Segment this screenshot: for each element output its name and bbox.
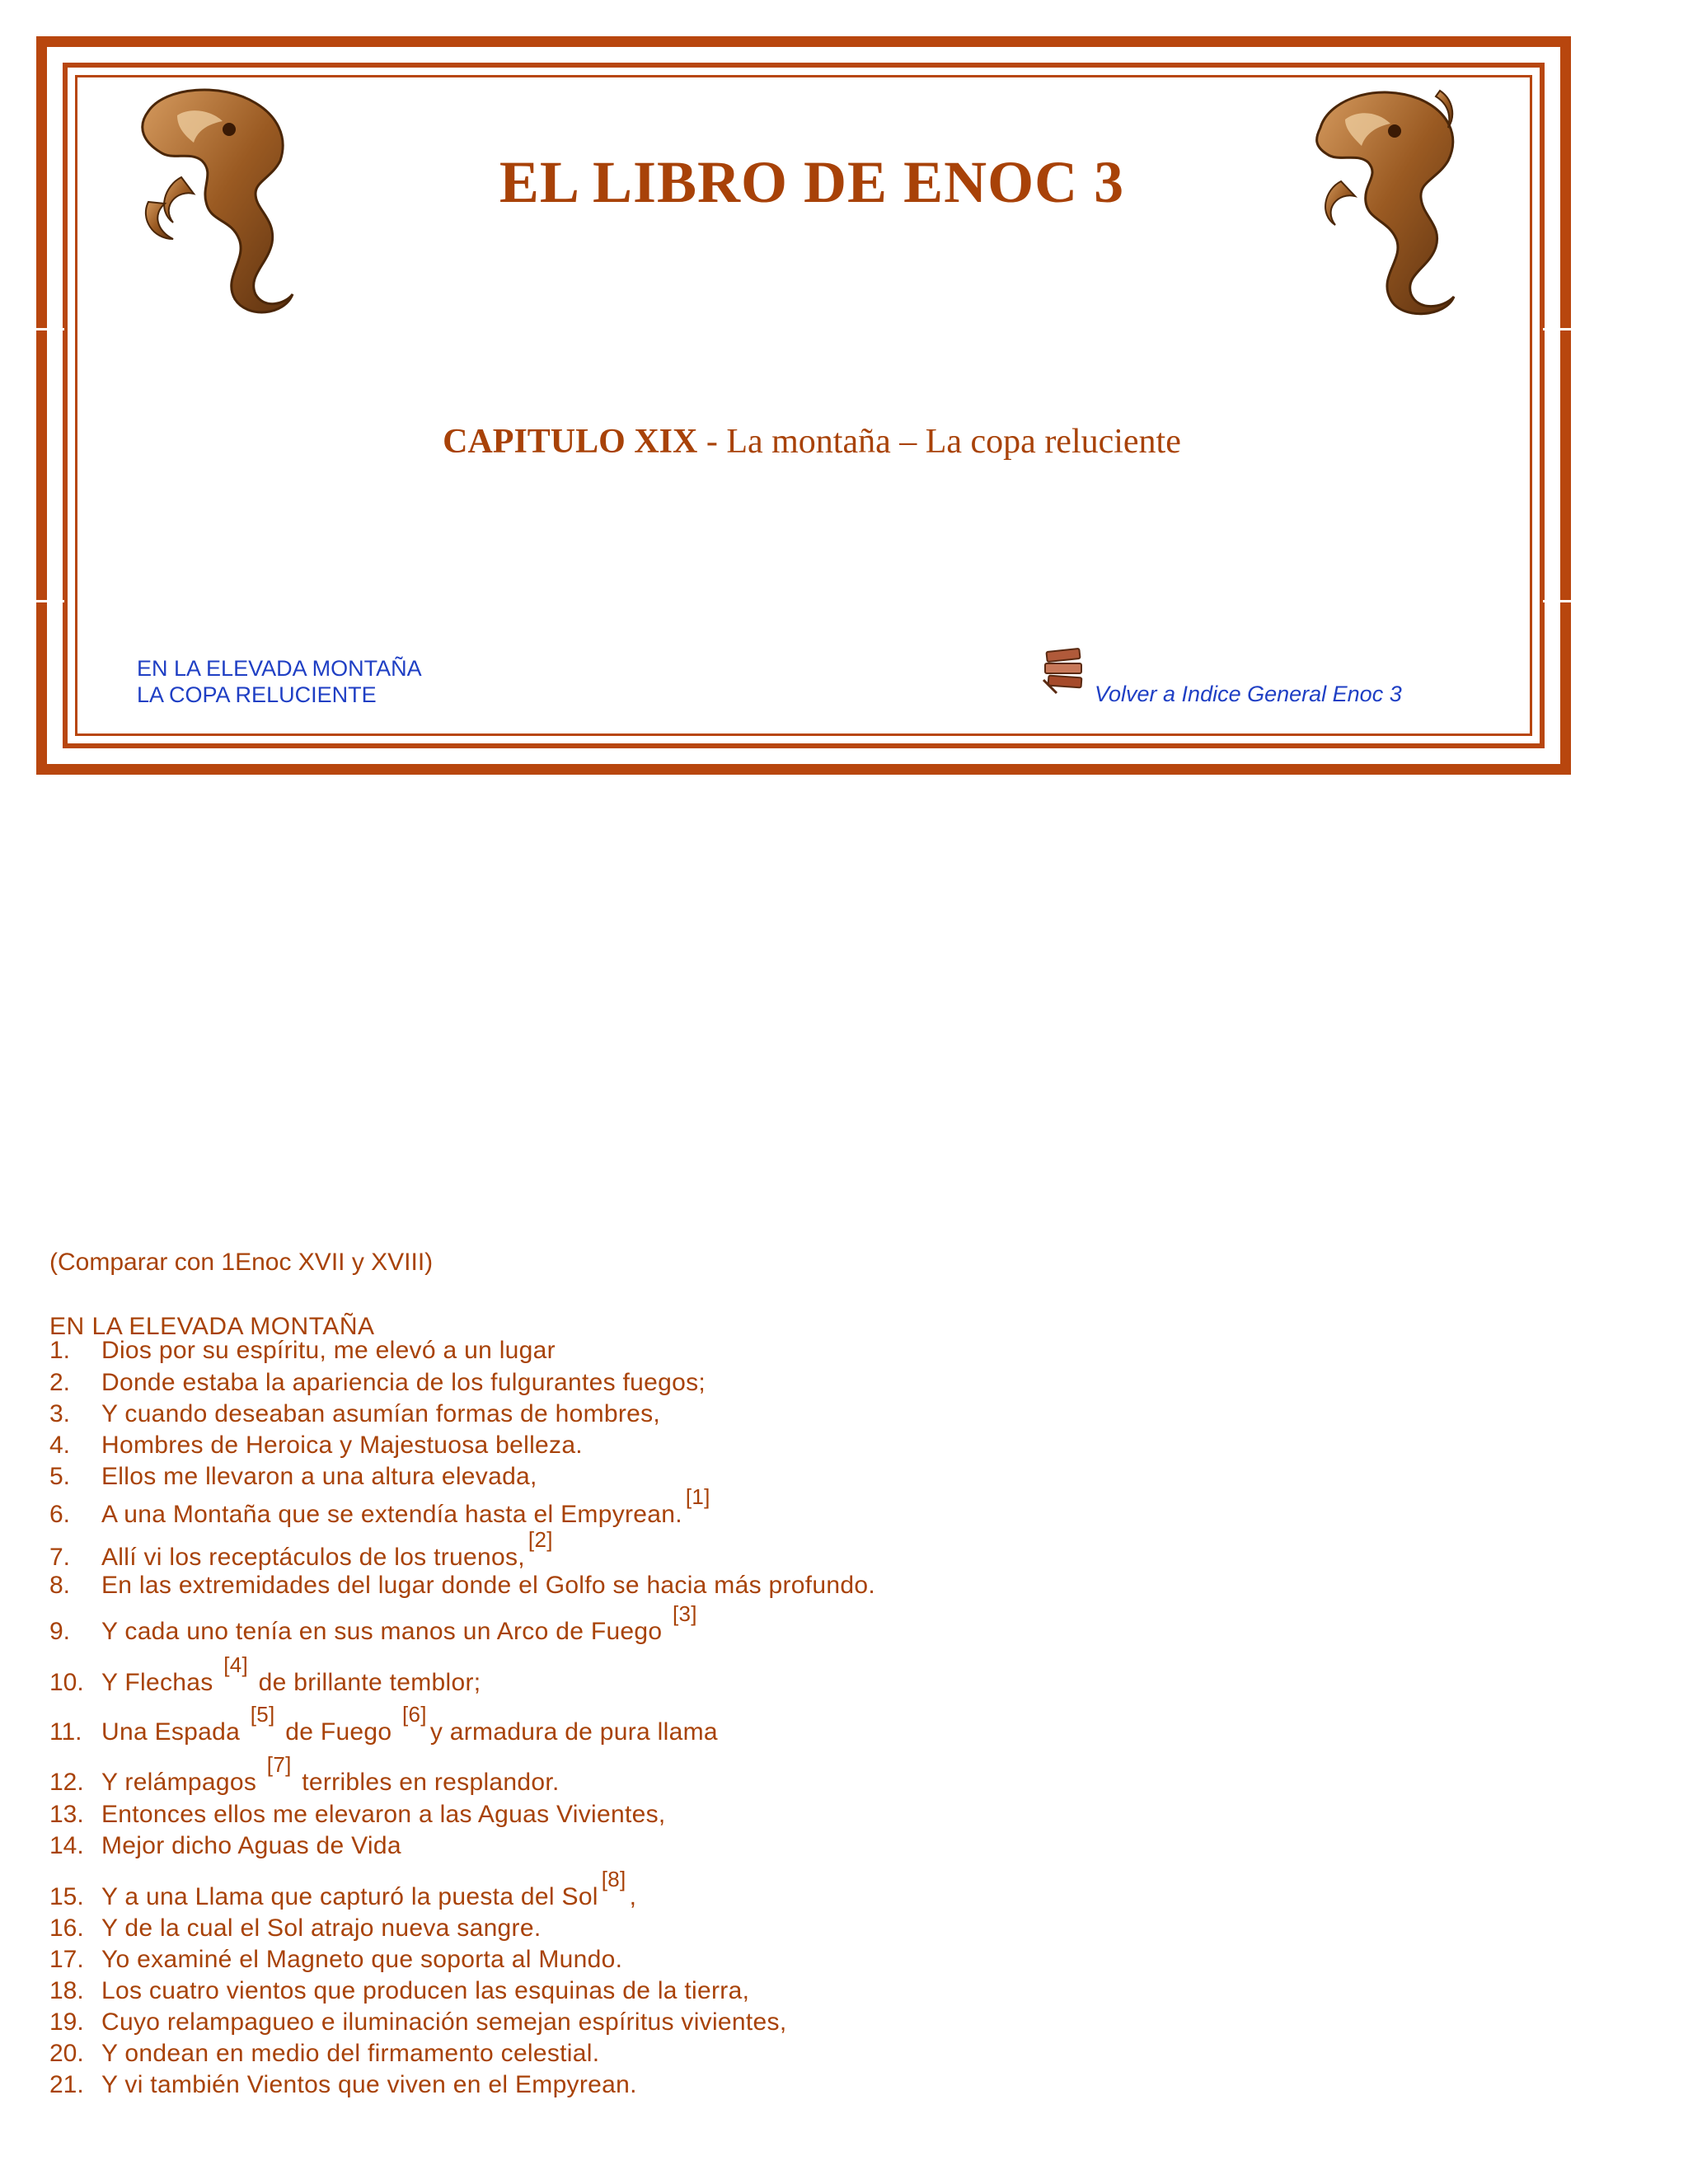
verse-text-part: terribles en resplandor. — [294, 1769, 560, 1796]
verse-text — [101, 1915, 541, 1943]
verse-text-part: Y a una Llama que capturó la puesta del Sol — [101, 1883, 598, 1910]
verse-text-part: Y de la cual el Sol atrajo nueva sangre. — [101, 1915, 542, 1942]
chapter-heading — [0, 422, 1624, 462]
verse-text-part: Yo examiné el Magneto que soporta al Mundo. — [101, 1946, 623, 1973]
verse-text-part: Ellos me llevaron a una altura elevada, — [101, 1463, 537, 1490]
verse-text-part: Entonces ellos me elevaron a las Aguas Vivientes, — [101, 1801, 666, 1828]
footnote-ref-link[interactable]: [6] — [402, 1702, 427, 1727]
verse-text — [101, 1400, 660, 1428]
verse-text-part: Una Espada — [101, 1718, 247, 1746]
verse-text-part: y armadura de pura llama — [429, 1718, 718, 1746]
footnote-ref-link[interactable]: [4] — [223, 1652, 248, 1677]
verse-number: 18. — [49, 1977, 84, 2004]
frame-tick — [36, 328, 64, 330]
verse-number: 20. — [49, 2040, 84, 2067]
footnote-ref-link[interactable]: [1] — [685, 1484, 710, 1509]
verse-number: 1. — [49, 1337, 71, 1364]
chapter-number: CAPITULO XIX — [443, 423, 698, 461]
verse-text — [101, 1463, 537, 1491]
toc-link-elevada-montana[interactable]: EN LA ELEVADA MONTAÑA — [137, 656, 422, 681]
verse-text-part: , — [629, 1883, 637, 1910]
verse-text-part: A una Montaña que se extendía hasta el Empyrean. — [101, 1501, 682, 1528]
verse-text-part: Y relámpagos — [101, 1769, 264, 1796]
verse-text — [101, 2071, 637, 2099]
verse-text-part: Y Flechas — [101, 1669, 221, 1696]
verse-text-part: Los cuatro vientos que producen las esquinas de la tierra, — [101, 1977, 750, 2004]
verse-text — [101, 2008, 786, 2036]
verse-text-part: En las extremidades del lugar donde el Golfo se hacia más profundo. — [101, 1572, 875, 1599]
footnote-ref-link[interactable]: [2] — [528, 1527, 553, 1552]
verse-number: 11. — [49, 1718, 82, 1746]
verse-text-part: Mejor dicho Aguas de Vida — [101, 1832, 401, 1859]
verse-text-part: Y cada uno tenía en sus manos un Arco de Fuego — [101, 1618, 670, 1645]
verse-text — [101, 1977, 749, 2005]
verse-text — [101, 1572, 875, 1600]
verse-number: 21. — [49, 2071, 84, 2098]
verse-text — [101, 1432, 583, 1460]
chapter-toc — [137, 655, 422, 708]
verse-text — [101, 1527, 556, 1572]
back-to-index-link[interactable]: Volver a Indice General Enoc 3 — [1095, 682, 1402, 706]
frame-tick — [36, 600, 64, 602]
verse-number: 7. — [49, 1544, 71, 1571]
verse-number: 5. — [49, 1463, 71, 1490]
verse-number: 17. — [49, 1946, 84, 1973]
verse-number: 3. — [49, 1400, 71, 1427]
verse-text — [101, 1337, 556, 1365]
frame-tick — [1543, 600, 1571, 602]
verse-number: 13. — [49, 1801, 84, 1828]
books-icon[interactable] — [1042, 647, 1088, 696]
page-title: EL LIBRO DE ENOC 3 — [499, 149, 1125, 215]
footnote-ref-link[interactable]: [8] — [601, 1867, 626, 1891]
verse-text-part: Hombres de Heroica y Majestuosa belleza. — [101, 1432, 583, 1459]
verse-text-part: Dios por su espíritu, me elevó a un lugar — [101, 1337, 556, 1364]
verse-number: 14. — [49, 1832, 84, 1859]
verse-text — [101, 1484, 714, 1529]
verse-text-part: de brillante temblor; — [251, 1669, 481, 1696]
verse-number: 6. — [49, 1501, 71, 1528]
verse-number: 8. — [49, 1572, 71, 1599]
verse-text-part: Y vi también Vientos que viven en el Empyrean. — [101, 2071, 637, 2098]
verse-text — [101, 1801, 666, 1829]
footnote-ref-link[interactable]: [5] — [250, 1702, 275, 1727]
verse-number: 4. — [49, 1432, 71, 1459]
footnote-ref-link[interactable]: [7] — [266, 1752, 292, 1777]
verse-number: 12. — [49, 1769, 84, 1796]
verse-text — [101, 1369, 706, 1397]
toc-link-copa-reluciente[interactable]: LA COPA RELUCIENTE — [137, 682, 377, 707]
verse-number: 10. — [49, 1669, 84, 1696]
verse-text — [101, 1702, 718, 1746]
verse-text — [101, 1601, 701, 1646]
verse-text — [101, 1867, 637, 1911]
verse-text — [101, 1946, 622, 1974]
verse-text — [101, 2040, 599, 2068]
verse-number: 9. — [49, 1618, 71, 1645]
verse-text-part: Allí vi los receptáculos de los truenos, — [101, 1544, 525, 1571]
verse-text — [101, 1832, 401, 1860]
verse-number: 16. — [49, 1915, 84, 1942]
back-to-index — [1042, 647, 1429, 705]
verse-text-part: de Fuego — [278, 1718, 400, 1746]
section-heading: EN LA ELEVADA MONTAÑA — [49, 1313, 375, 1340]
verse-number: 15. — [49, 1883, 84, 1910]
verse-text — [101, 1652, 481, 1697]
compare-note: (Comparar con 1Enoc XVII y XVIII) — [49, 1249, 434, 1276]
verse-text-part: Donde estaba la apariencia de los fulgurantes fuegos; — [101, 1369, 706, 1396]
footnote-ref-link[interactable]: [3] — [673, 1601, 697, 1626]
verse-text-part: Cuyo relampagueo e iluminación semejan espíritus vivientes, — [101, 2008, 787, 2036]
verse-number: 2. — [49, 1369, 71, 1396]
verse-text-part: Y ondean en medio del firmamento celestial. — [101, 2040, 600, 2067]
frame-tick — [1543, 328, 1571, 330]
verse-text — [101, 1752, 560, 1797]
verse-text-part: Y cuando deseaban asumían formas de hombres, — [101, 1400, 661, 1427]
chapter-subtitle: - La montaña – La copa reluciente — [697, 423, 1181, 461]
verse-number: 19. — [49, 2008, 84, 2036]
